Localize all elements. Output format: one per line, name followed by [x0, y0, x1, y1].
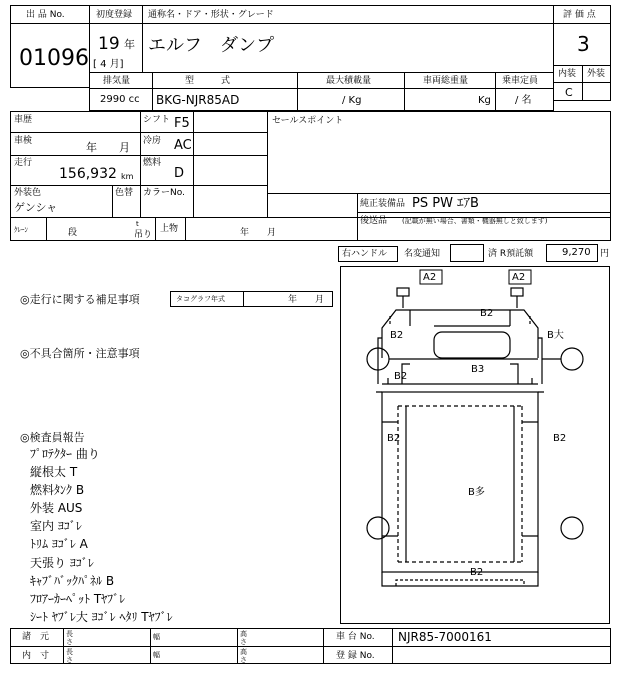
mark-a2-left-mirror: A2: [423, 272, 437, 283]
inspection-label: 車検: [14, 136, 33, 146]
lot-label: 出 品 No.: [26, 10, 65, 20]
spec-label: 諸 元: [22, 632, 50, 642]
color-no-label: カラーNo.: [143, 188, 185, 198]
right-hand-drive: 右ハンドル: [342, 249, 388, 259]
gross-weight-label: 車両総重量: [423, 76, 469, 86]
mileage-value: 156,932: [59, 166, 117, 182]
interior-label: 内装: [558, 69, 577, 79]
interior-value: C: [565, 86, 573, 99]
model-code-value: BKG-NJR85AD: [156, 93, 240, 107]
mark-b2-bed-right: B2: [553, 433, 567, 444]
spec-width-label: 幅: [153, 633, 160, 641]
report-line-7: 天張り ﾖｺﾞﾚ: [30, 556, 94, 570]
left-mirror-icon: [397, 288, 409, 296]
exterior-color-label: 外装色: [14, 188, 42, 198]
mark-b2-roof: B2: [480, 308, 494, 319]
displacement-value: 2990 cc: [100, 94, 140, 105]
fuel-value: D: [174, 166, 185, 181]
score-value: 3: [577, 32, 590, 56]
tachograph-label: タコグラフ年式: [176, 295, 225, 303]
rear-right-wheel-icon: [561, 517, 583, 539]
mark-b-large-right: B大: [547, 330, 564, 341]
max-load-label: 最大積載量: [326, 76, 372, 86]
spec-length-label: 長さ: [66, 630, 73, 646]
report-line-10: ｼｰﾄ ﾔﾌﾞﾚ大 ﾖｺﾞﾚ ﾍﾀﾘ Tﾔﾌﾞﾚ: [30, 610, 173, 624]
upper-body-label: 上物: [160, 224, 179, 234]
crane-stages: 段: [68, 228, 78, 238]
aftermarket-note: (記載が無い場合、書類・機器無しと致します): [402, 217, 548, 225]
capacity-value: / 名: [515, 95, 532, 106]
report-line-5: 室内 ﾖｺﾞﾚ: [30, 519, 82, 533]
capacity-label: 乗車定員: [502, 76, 539, 86]
registration-month: [ 4 月]: [93, 59, 124, 70]
model-code-label: 型 式: [185, 76, 231, 86]
mark-a2-right-mirror: A2: [512, 272, 526, 283]
crane-label: ｸﾚｰﾝ: [14, 226, 28, 234]
exterior-color-value: ゲンシャ: [14, 201, 58, 214]
inspector-report-label: ◎検査員報告: [20, 431, 85, 444]
front-right-wheel-icon: [561, 348, 583, 370]
report-line-9: ﾌﾛｱｰｶｰﾍﾟｯﾄ Tﾔﾌﾞﾚ: [30, 592, 126, 606]
max-load-value: / Kg: [342, 95, 362, 106]
mark-b2-cab-left: B2: [390, 330, 404, 341]
inspection-value: 年 月: [86, 141, 130, 154]
tachograph-value: 年 月: [288, 295, 325, 305]
registration-year: 19: [98, 34, 120, 54]
ac-value: AC: [174, 138, 192, 153]
crane-lift: 吊り: [134, 230, 153, 240]
crane-ton: t: [136, 220, 139, 228]
shift-label: シフト: [143, 115, 171, 125]
mileage-unit: km: [121, 172, 134, 181]
gross-weight-value: Kg: [478, 95, 491, 106]
history-label: 車歴: [14, 115, 33, 125]
year-unit: 年: [124, 38, 135, 51]
driving-notes-label: ◎走行に関する補足事項: [20, 293, 140, 306]
lot-number: 01096: [19, 46, 89, 71]
rear-left-wheel-icon: [367, 517, 389, 539]
report-line-8: ｷｬﾌﾞﾊﾞｯｸﾊﾟﾈﾙ B: [30, 574, 115, 588]
equipment-label: 純正装備品: [360, 199, 406, 209]
mark-b2-left-side: B2: [394, 371, 408, 382]
dims-length-label: 長さ: [66, 648, 73, 664]
report-line-1: ﾌﾟﾛﾃｸﾀｰ 曲り: [30, 447, 100, 461]
recycle-amount: 9,270: [562, 247, 591, 258]
cab-outline: [382, 310, 538, 358]
mileage-label: 走行: [14, 158, 33, 168]
color-change-label: 色替: [115, 188, 134, 198]
defects-label: ◎不具合箇所・注意事項: [20, 347, 140, 360]
name-change-label: 名変通知: [404, 249, 441, 259]
displacement-label: 排気量: [103, 76, 131, 86]
recycle-label: 済 R預託額: [488, 249, 534, 259]
fuel-label: 燃料: [143, 158, 162, 168]
sales-points-label: セールスポイント: [272, 116, 344, 126]
chassis-no-label: 車 台 No.: [336, 632, 375, 642]
mark-b-many: B多: [468, 487, 485, 498]
model-name: エルフ ダンプ: [148, 35, 275, 56]
report-line-3: 燃料ﾀﾝｸ B: [30, 483, 85, 497]
dims-height-label: 高さ: [240, 648, 247, 664]
first-registration-label: 初度登録: [96, 10, 133, 20]
upper-body-value: 年 月: [240, 228, 277, 238]
aftermarket-label: 後送品: [360, 216, 388, 226]
dims-width-label: 幅: [153, 651, 160, 659]
registration-no-label: 登 録 No.: [336, 651, 375, 661]
report-line-6: ﾄﾘﾑ ﾖｺﾞﾚ A: [30, 537, 88, 551]
exterior-label: 外装: [587, 69, 606, 79]
mark-b2-rear: B2: [470, 567, 484, 578]
report-line-4: 外装 AUS: [30, 501, 83, 515]
name-change-box: [450, 244, 484, 262]
shift-value: F5: [174, 116, 190, 131]
spec-height-label: 高さ: [240, 630, 247, 646]
ac-label: 冷房: [143, 136, 162, 146]
right-mirror-icon: [511, 288, 523, 296]
inner-dims-label: 内 寸: [22, 651, 50, 661]
mark-b2-bed-left: B2: [387, 433, 401, 444]
mark-b3-cab: B3: [471, 364, 485, 375]
yen-unit: 円: [600, 249, 610, 259]
name-label: 通称名・ドア・形状・グレード: [148, 10, 274, 20]
score-label: 評 価 点: [563, 10, 596, 20]
report-line-2: 縦根太 T: [30, 465, 78, 479]
equipment-value: PS PW ｴｱB: [412, 196, 479, 211]
chassis-no-value: NJR85-7000161: [398, 630, 492, 644]
